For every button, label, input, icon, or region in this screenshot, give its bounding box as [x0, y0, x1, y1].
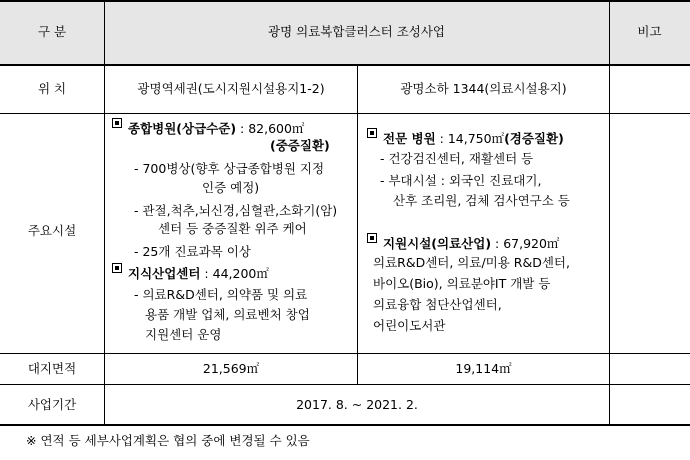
- header-title: 광명 의료복합클러스터 조성사업: [268, 24, 445, 39]
- specialty-area: : 14,750㎡: [435, 131, 505, 146]
- footnote: ※ 연적 등 세부사업계획은 협의 중에 변경될 수 있음: [26, 433, 310, 448]
- col-divider-remarks: [609, 0, 610, 426]
- knowledge-title: 지식산업센터: [128, 266, 201, 281]
- support-area: : 67,920㎡: [491, 236, 560, 251]
- support-heading: [367, 233, 559, 253]
- hospital-item: 인증 예정): [202, 180, 260, 195]
- knowledge-area: : 44,200㎡: [200, 266, 269, 281]
- land-area-right: 19,114㎡: [455, 361, 512, 376]
- header-remarks: 비고: [637, 24, 662, 39]
- location-right: 광명소하 1344(의료시설용지): [400, 81, 567, 96]
- hospital-area: : 82,600㎡: [236, 121, 305, 136]
- knowledge-heading: [112, 263, 269, 283]
- support-item: 의료융합 첨단산업센터,: [373, 297, 502, 312]
- specialty-title: 전문 병원: [383, 131, 436, 146]
- specialty-item: - 부대시설 : 외국인 진료대기,: [380, 173, 542, 188]
- location-label: 위 치: [37, 81, 67, 96]
- hospital-item: - 관절,척추,뇌신경,심혈관,소화기(암): [134, 203, 338, 218]
- knowledge-item: 용품 개발 업체, 의료벤처 창업: [145, 307, 310, 322]
- period-value: 2017. 8. ~ 2021. 2.: [296, 397, 418, 412]
- square-bullet-icon: [112, 118, 122, 128]
- square-bullet-icon: [112, 263, 122, 273]
- specialty-item: 산후 조리원, 검체 검사연구소 등: [393, 193, 570, 208]
- location-left: 광명역세권(도시지원시설용지1-2): [137, 81, 325, 96]
- col-divider-middle: [357, 66, 358, 385]
- square-bullet-icon: [367, 128, 377, 138]
- square-bullet-icon: [367, 233, 377, 243]
- specialty-item: - 건강검진센터, 재활센터 등: [380, 151, 534, 166]
- hospital-item: - 25개 진료과목 이상: [134, 244, 251, 259]
- support-item: 어린이도서관: [373, 318, 446, 333]
- specialty-type: (경증질환): [504, 131, 564, 146]
- land-area-label: 대지면적: [27, 361, 77, 376]
- period-label: 사업기간: [27, 397, 77, 412]
- hospital-heading: [112, 118, 304, 138]
- specialty-heading: [367, 128, 564, 148]
- support-item: 의료R&D센터, 의료/미용 R&D센터,: [373, 255, 570, 270]
- header-category: 구 분: [37, 24, 67, 39]
- hospital-title: 종합병원(상급수준): [128, 121, 237, 136]
- hospital-item: - 700병상(향후 상급종합병원 지정: [134, 161, 325, 176]
- hospital-item: 센터 등 중증질환 위주 케어: [158, 221, 307, 236]
- facilities-label: 주요시설: [27, 223, 77, 238]
- support-title: 지원시설(의료산업): [383, 236, 492, 251]
- hospital-type: (중증질환): [270, 138, 330, 153]
- knowledge-item: 지원센터 운영: [145, 327, 222, 342]
- support-item: 바이오(Bio), 의료분야IT 개발 등: [373, 276, 551, 291]
- knowledge-item: - 의료R&D센터, 의약품 및 의료: [134, 287, 308, 302]
- land-area-left: 21,569㎡: [202, 361, 260, 376]
